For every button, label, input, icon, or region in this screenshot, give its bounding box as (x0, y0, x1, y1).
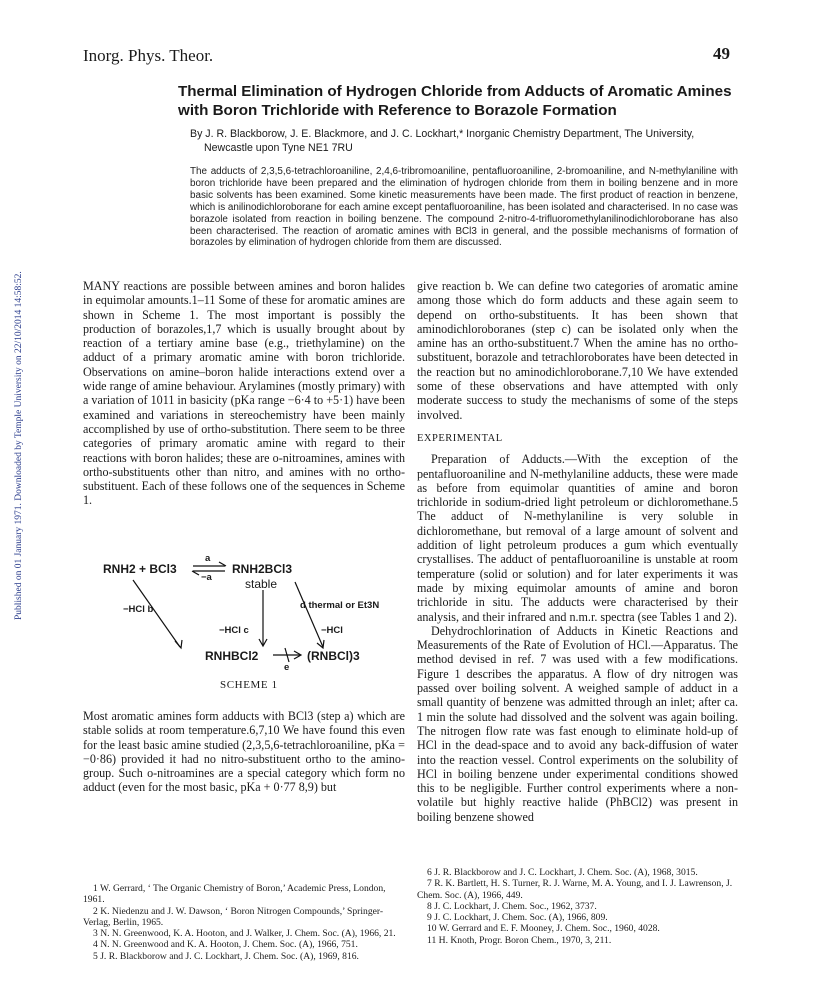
arrow-d (295, 582, 323, 647)
download-stamp-text: Published on 01 January 1971. Downloaded by Temple University on 22/10/2014 14:58:52. (14, 271, 24, 620)
scheme-1 (95, 552, 405, 692)
scheme-stable: stable (245, 577, 278, 591)
footnote: 5 J. R. Blackborow and J. C. Lockhart, J. Chem. Soc. (A), 1969, 816. (93, 950, 359, 962)
scheme-adduct: RNH2BCl3 (232, 562, 293, 576)
right-column (417, 279, 738, 824)
step-minus-a-label: −a (201, 572, 212, 583)
adduct-paragraph: Most aromatic amines form adducts with BCl3 (step a) which are stable solids at room temperature.6,7,10 We have found this even for the least basic amine studied (2,3,5,6-tetrachloroaniline, pKa = −0·86) provided it had no nitro-substituent ortho to the amino-group. Such o-nitroamines are a special category which form no adduct (even for the most basic, pKa + 0·77 8,9) but (83, 709, 405, 795)
footnote: 8 J. C. Lockhart, J. Chem. Soc., 1962, 3737. (427, 900, 597, 912)
left-column-top (83, 279, 405, 508)
footnote: 7 R. K. Bartlett, H. S. Turner, R. J. Warne, M. A. Young, and I. J. Lawrenson, J. Chem. Soc. (A), 1966, 449. (417, 878, 733, 901)
footnote: 9 J. C. Lockhart, J. Chem. Soc. (A), 1966, 809. (427, 912, 608, 924)
footnote: 11 H. Knoth, Progr. Boron Chem., 1970, 3, 211. (427, 934, 612, 946)
step-e-label: e (284, 662, 290, 673)
left-column-bottom (83, 709, 405, 795)
footnote: 3 N. N. Greenwood, K. A. Hooton, and J. Walker, J. Chem. Soc. (A), 1966, 21. (93, 928, 396, 940)
section-heading: EXPERIMENTAL (417, 432, 503, 444)
abstract: The adducts of 2,3,5,6-tetrachloroaniline, 2,4,6-tribromoaniline, pentafluoroaniline, 2-bromoaniline, and N-methylaniline with boron trichloride have been prepared and the elimination of hydrogen chloride from them in boiling benzene and in more basic solvents has been examined. Some kinetic measurements have been made. The first product of reaction in benzene, which is anilinodichloroborane for each amine except pentafluoroaniline, has been isolated and characterised. In no case was borazole isolated from reaction in boiling benzene. The compound 2-nitro-4-trifluoromethylanilinodichloroborane has also been characterised. The reaction of aromatic amines with BCl3 in general, and the possible mechanisms of formation of borazoles by elimination of hydrogen chloride from them are discussed. (190, 166, 738, 249)
footnotes-right (417, 867, 738, 946)
scheme-caption: SCHEME 1 (220, 679, 278, 691)
step-b-label: −HCl b (123, 604, 154, 615)
authors-line-1: By J. R. Blackborow, J. E. Blackmore, and J. C. Lockhart,* Inorganic Chemistry Department, The University, (190, 128, 695, 140)
categories-paragraph: give reaction b. We can define two categories of aromatic amine among those which do form adducts and these again seem to depend on ortho-substituents. It has been shown that aminodichloroboranes (step c) can be isolated only when the amine has an ortho-substituent.7 When the amine has no ortho-substituent, borazole and tetrachloroborates have been detected in the reaction but no aminodichloroborane.7,10 We have extended some of these observations and have attempted with only moderate success to study the mechanisms of some of the steps involved. (417, 279, 738, 422)
page-number: 49 (713, 44, 730, 63)
scheme-reactants: RNH2 + BCl3 (103, 562, 177, 576)
step-d-label: d thermal or Et3N (300, 600, 380, 611)
download-stamp (2, 200, 24, 620)
scheme-borazole: (RNBCl)3 (307, 649, 360, 663)
journal-header: Inorg. Phys. Theor. (83, 46, 214, 65)
article-title: Thermal Elimination of Hydrogen Chloride from Adducts of Aromatic Amines with Boron Trichloride with Reference to Borazole Formation (178, 83, 732, 119)
intro-paragraph: MANY reactions are possible between amines and boron halides in equimolar amounts.1–11 Some of these for aromatic amines are shown in Scheme 1. The most important is possibly the production of borazoles,1,7 which is usually brought about by reaction of a tertiary amine base (e.g., triethylamine) on the adduct of a primary aromatic amine with boron trichloride. Observations on amine–boron halide interactions extend over a wide range of amine behaviour. Arylamines (mostly primary) with a variation of 1011 in basicity (pKa range −6·4 to +5·1) have been examined and variations in stereochemistry have been mainly accomplished by use of ortho-substitution. There seem to be three categories of primary aromatic amine with regard to their reactions with boron halides; these are o-nitroamines, amines with ortho-substituents other than nitro, and amines with no ortho-substituent. Each of these follows one of the sequences in Scheme 1. (83, 279, 405, 508)
scheme-rnhbcl2: RNHBCl2 (205, 649, 259, 663)
authors-line-2: Newcastle upon Tyne NE1 7RU (204, 142, 353, 154)
footnote: 6 J. R. Blackborow and J. C. Lockhart, J. Chem. Soc. (A), 1968, 3015. (427, 867, 698, 878)
step-c-label: −HCl c (219, 625, 249, 636)
preparation-paragraph: Preparation of Adducts.—With the exception of the pentafluoroaniline and N-methylaniline adducts, these were made as before from equimolar quantities of amine and boron trichloride in sodium-dried light petroleum or dichloromethane.5 The adduct of N-methylaniline is very soluble in dichloromethane, but removal of a large amount of solvent and addition of light petroleum produces a gum which eventually crystallises. The adduct of pentafluoroaniline is unstable at room temperature (solid or solution) and for later experiments it was made by mixing equimolar amounts of amine and boron trichloride in situ. The adducts were characterised by their analysis, and their infrared and n.m.r. spectra (see Tables 1 and 2). (417, 452, 738, 624)
step-a-label: a (205, 553, 211, 564)
footnote: 4 N. N. Greenwood and K. A. Hooton, J. Chem. Soc. (A), 1966, 751. (93, 939, 358, 951)
footnote: 10 W. Gerrard and E. F. Mooney, J. Chem. Soc., 1960, 4028. (427, 923, 660, 935)
step-d-hcl-label: −HCl (321, 625, 343, 636)
dehydrochlorination-paragraph: Dehydrochlorination of Adducts in Kinetic Reactions and Measurements of the Rate of Evolution of HCl.—Apparatus. The method devised in ref. 7 was used with a few modifications. Figure 1 describes the apparatus. A flow of dry nitrogen was passed over boiling solvent. A weighed sample of adduct in a small quantity of benzene was admitted through an inlet; after ca. 1 min the solute had dissolved and the solvent was again boiling. The nitrogen flow rate was fast enough to eliminate hold-up of HCl in the dead-space and to avoid any back-diffusion of water into the reaction vessel. Control experiments on the solubility of HCl in boiling benzene under experimental conditions showed this to be negligible. Further control experiments where a non-volatile but highly reactive halide (PhBCl2) was present in boiling benzene showed (417, 623, 738, 824)
footnote: 1 W. Gerrard, ‘ The Organic Chemistry of Boron,’ Academic Press, London, 1961. (83, 883, 386, 906)
author-block (190, 127, 755, 155)
footnote: 2 K. Niedenzu and J. W. Dawson, ‘ Boron Nitrogen Compounds,’ Springer-Verlag, Berlin, 1965. (83, 905, 384, 928)
footnotes-left (83, 883, 405, 962)
